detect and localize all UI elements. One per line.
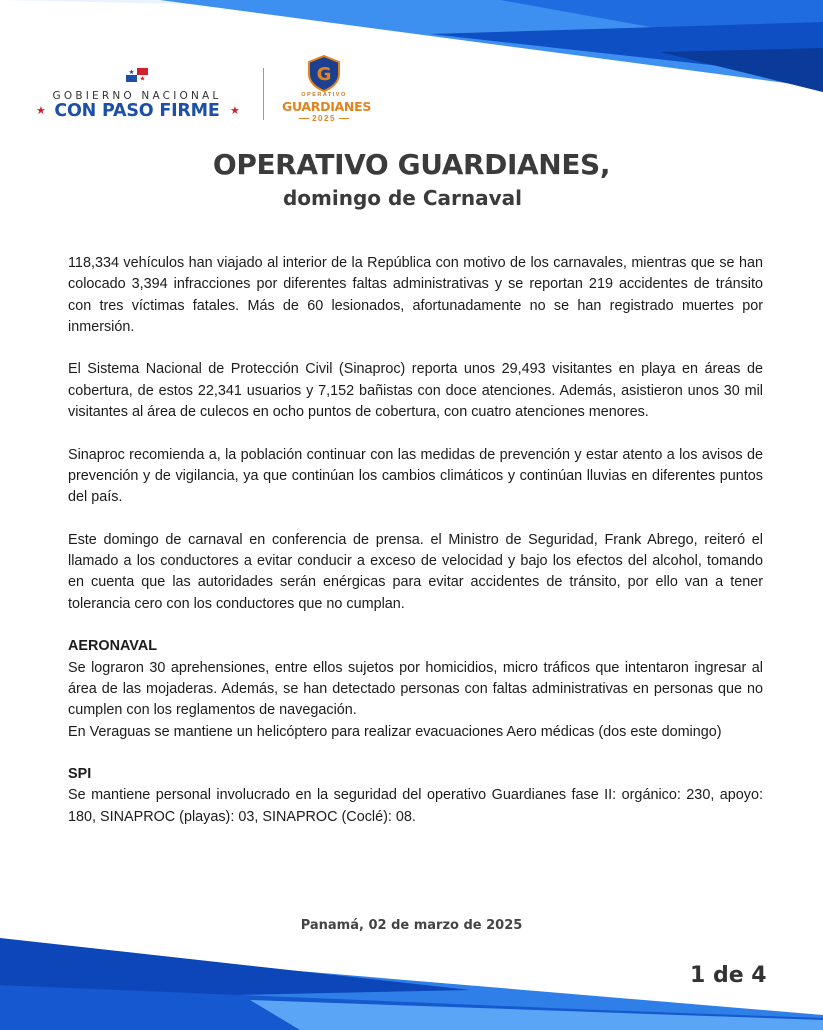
star-icon: ★ — [36, 105, 46, 117]
aeronaval-text: Se lograron 30 aprehensiones, entre ellos sujetos por homicidios, micro tráficos que intentaron ingresar al área de las mojaderas. Además, se han detectado personas con faltas administrativas en personas que no cumplen con los reglamentos de navegación. — [68, 659, 763, 719]
paragraph-sinaproc-recommendation: Sinaproc recomienda a, la población continuar con las medidas de prevención y estar atento a los avisos de prevención y de vigilancia, ya que continúan los cambios climáticos y continúan lluvias en diferentes puntos del país. — [68, 446, 763, 506]
document-body — [68, 253, 763, 849]
page-number: 1 de 4 — [690, 963, 767, 988]
paragraph-sinaproc-report: El Sistema Nacional de Protección Civil (Sinaproc) reporta unos 29,493 visitantes en playa en áreas de cobertura, de estos 22,341 usuarios y 7,152 bañistas con doce atenciones. Además, asistieron unos 30 mil visitantes al área de culecos en ocho puntos de cobertura, con cuatro atenciones menores. — [68, 361, 763, 421]
operativo-logo-label: OPERATIVO — [301, 92, 347, 98]
header-logos — [34, 54, 374, 134]
badge-letter: G — [316, 64, 332, 85]
logo-divider — [263, 68, 264, 120]
paragraph-ministry: Este domingo de carnaval en conferencia de prensa. el Ministro de Seguridad, Frank Abrego, reiteró el llamado a los conductores a evitar conducir a exceso de velocidad y bajo los efectos del alcohol, tomando en cuenta que las autoridades serán enérgicas para evitar accidentes de tránsito, por ello van a tener tolerancia cero con los conductores que no cumplan. — [68, 531, 763, 612]
spi-heading: SPI — [68, 766, 92, 783]
guardianes-logo-label: GUARDIANES — [282, 99, 372, 114]
guardianes-logo-year: 2025 — [286, 114, 362, 123]
spi-text: Se mantiene personal involucrado en la seguridad del operativo Guardianes fase II: orgánico: 230, apoyo: 180, SINAPROC (playas): 03, SINAPROC (Coclé): 08. — [68, 787, 763, 825]
panama-flag-icon — [126, 68, 148, 82]
aeronaval-heading: AERONAVAL — [68, 638, 158, 655]
star-icon: ★ — [230, 105, 240, 117]
document-subtitle: domingo de Carnaval — [282, 186, 522, 210]
document-title: OPERATIVO GUARDIANES, — [212, 148, 611, 181]
shield-badge-icon — [305, 54, 343, 92]
footer-date: Panamá, 02 de marzo de 2025 — [300, 918, 523, 933]
paragraph-vehicles: 118,334 vehículos han viajado al interior de la República con motivo de los carnavales, mientras que se han colocado 3,394 infracciones por diferentes faltas administrativas y se reportan 219 accidentes de tránsito con tres víctimas fatales. Más de 60 lesionados, afortunadamente no se han registrado muertes por inmersión. — [68, 255, 763, 335]
aeronaval-veraguas-text: En Veraguas se mantiene un helicóptero para realizar evacuaciones Aero médicas (dos este domingo) — [68, 723, 722, 740]
gov-logo-line2: CON PASO FIRME — [54, 101, 220, 121]
gov-logo-line1: GOBIERNO NACIONAL — [52, 90, 222, 102]
